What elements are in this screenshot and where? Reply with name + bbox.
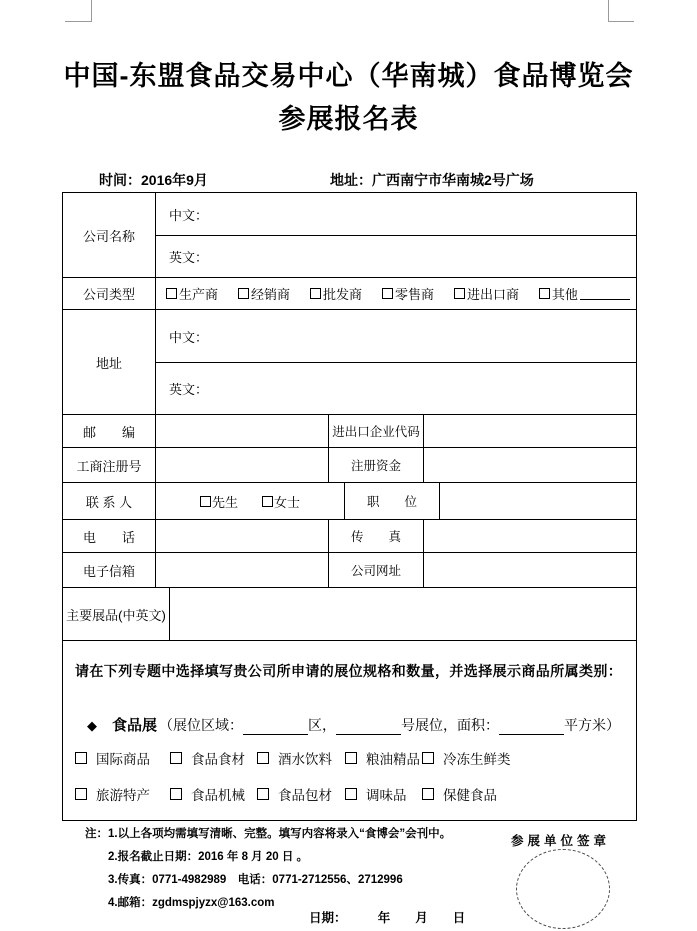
position-input-cell[interactable] bbox=[439, 483, 636, 519]
event-time: 时间：2016年9月 bbox=[99, 172, 208, 188]
checkbox-icon[interactable] bbox=[345, 752, 357, 764]
position-label: 职 位 bbox=[344, 483, 439, 519]
category-tourism-specialty[interactable] bbox=[75, 784, 170, 804]
checkbox-icon[interactable] bbox=[75, 752, 87, 764]
fax-label: 传 真 bbox=[328, 520, 423, 552]
company-type-options bbox=[155, 278, 636, 309]
booth-number-text: 号展位，面积： bbox=[401, 717, 500, 733]
category-label: 食品食材 bbox=[191, 752, 245, 767]
company-type-row bbox=[63, 277, 636, 309]
website-input-cell[interactable] bbox=[423, 553, 636, 587]
email-label: 电子信箱 bbox=[82, 563, 135, 579]
checkbox-icon[interactable] bbox=[238, 288, 249, 299]
option-label: 零售商 bbox=[394, 287, 434, 302]
footer-notes bbox=[85, 823, 485, 915]
booth-area-text: （展位区域： bbox=[159, 717, 244, 733]
category-health-food[interactable] bbox=[422, 784, 497, 804]
event-address: 地址：广西南宁市华南城2号广场 bbox=[330, 172, 534, 188]
company-name-en-label: 英文： bbox=[169, 250, 209, 265]
phone-row bbox=[63, 519, 636, 552]
address-cn-label: 中文： bbox=[169, 329, 209, 345]
category-row-2 bbox=[75, 784, 626, 804]
company-type-label: 公司类型 bbox=[82, 287, 135, 302]
form-title-line2: 参展报名表 bbox=[278, 104, 419, 134]
date-line: 日期： 年 月 日 bbox=[309, 911, 466, 925]
option-label: 进出口商 bbox=[466, 287, 519, 302]
company-name-cn-label: 中文： bbox=[169, 207, 209, 223]
food-expo-name: 食品展 bbox=[112, 717, 158, 734]
option-label: 先生 bbox=[211, 494, 238, 510]
postal-code-input-cell[interactable] bbox=[155, 415, 328, 447]
category-label: 粮油精品 bbox=[366, 752, 420, 767]
contact-person-label: 联 系 人 bbox=[85, 494, 133, 510]
checkbox-icon[interactable] bbox=[200, 496, 211, 507]
category-label: 冷冻生鲜类 bbox=[443, 752, 511, 767]
section-instruction: 请在下列专题中选择填写贵公司所申请的展位规格和数量，并选择展示商品所属类别： bbox=[75, 663, 623, 679]
business-reg-row bbox=[63, 447, 636, 482]
address-cn-input-cell[interactable] bbox=[156, 310, 636, 362]
registered-capital-label: 注册资金 bbox=[328, 448, 423, 482]
category-international-goods[interactable] bbox=[75, 748, 170, 768]
checkbox-icon[interactable] bbox=[170, 788, 182, 800]
note-text: 3.传真：0771-4982989 电话：0771-2712556、2712996 bbox=[108, 874, 403, 886]
category-label: 食品机械 bbox=[191, 788, 245, 803]
category-food-machinery[interactable] bbox=[170, 784, 257, 804]
seal-label: 参展单位签章 bbox=[511, 834, 611, 848]
checkbox-icon[interactable] bbox=[382, 288, 393, 299]
note-text: 2.报名截止日期：2016 年 8 月 20 日 。 bbox=[108, 851, 309, 863]
category-food-packaging[interactable] bbox=[257, 784, 345, 804]
note-text: 4.邮箱：zgdmspjyzx@163.com bbox=[108, 897, 275, 909]
booth-zone-text: 区， bbox=[308, 717, 337, 733]
note-prefix: 注： bbox=[85, 828, 108, 840]
category-frozen-fresh[interactable] bbox=[422, 748, 511, 768]
checkbox-icon[interactable] bbox=[422, 752, 434, 764]
company-type-option-manufacturer[interactable] bbox=[166, 284, 218, 303]
category-label: 保健食品 bbox=[443, 788, 497, 803]
company-name-en-input-cell[interactable] bbox=[156, 235, 636, 277]
note-line-2 bbox=[85, 846, 485, 869]
checkbox-icon[interactable] bbox=[166, 288, 177, 299]
main-exhibits-label: 主要展品(中英文) bbox=[66, 607, 166, 623]
booth-number-blank[interactable] bbox=[336, 722, 401, 735]
option-label: 女士 bbox=[274, 494, 301, 510]
registered-capital-input-cell[interactable] bbox=[423, 448, 636, 482]
category-label: 旅游特产 bbox=[96, 788, 150, 803]
option-label: 其他 bbox=[551, 287, 578, 302]
phone-input-cell[interactable] bbox=[155, 520, 328, 552]
postal-code-label: 邮 编 bbox=[82, 424, 135, 440]
address-row bbox=[63, 309, 636, 414]
checkbox-icon[interactable] bbox=[539, 288, 550, 299]
business-reg-no-label: 工商注册号 bbox=[76, 458, 142, 474]
option-label: 经销商 bbox=[250, 287, 290, 302]
crop-mark-top-right-icon bbox=[608, 0, 634, 22]
import-export-code-label: 进出口企业代码 bbox=[328, 415, 423, 447]
event-meta bbox=[0, 170, 697, 190]
checkbox-icon[interactable] bbox=[345, 788, 357, 800]
category-label: 食品包材 bbox=[278, 788, 332, 803]
address-label: 地址 bbox=[95, 355, 122, 371]
contact-gender-cell bbox=[155, 483, 344, 519]
checkbox-icon[interactable] bbox=[75, 788, 87, 800]
form-title bbox=[0, 55, 697, 141]
website-label: 公司网址 bbox=[328, 553, 423, 587]
contact-person-row bbox=[63, 482, 636, 519]
booth-zone-blank[interactable] bbox=[243, 722, 308, 735]
import-export-code-input-cell[interactable] bbox=[423, 415, 636, 447]
booth-size-text: 平方米） bbox=[564, 717, 621, 733]
company-name-cn-input-cell[interactable] bbox=[156, 193, 636, 235]
category-label: 调味品 bbox=[366, 788, 407, 803]
option-label: 生产商 bbox=[179, 287, 219, 302]
registration-table bbox=[62, 192, 637, 821]
checkbox-icon[interactable] bbox=[262, 496, 273, 507]
category-row-1 bbox=[75, 748, 626, 768]
company-name-label: 公司名称 bbox=[82, 228, 135, 244]
category-condiments[interactable] bbox=[345, 784, 422, 804]
crop-mark-top-left-icon bbox=[65, 0, 92, 22]
booth-size-blank[interactable] bbox=[499, 722, 564, 735]
category-label: 酒水饮料 bbox=[278, 752, 332, 767]
category-label: 国际商品 bbox=[96, 752, 150, 767]
gender-option-ms[interactable] bbox=[262, 492, 300, 511]
checkbox-icon[interactable] bbox=[257, 752, 269, 764]
postal-code-row bbox=[63, 414, 636, 447]
option-label: 批发商 bbox=[322, 287, 362, 302]
checkbox-icon[interactable] bbox=[422, 788, 434, 800]
checkbox-icon[interactable] bbox=[257, 788, 269, 800]
category-grain-oil[interactable] bbox=[345, 748, 422, 768]
category-food-ingredients[interactable] bbox=[170, 748, 257, 768]
company-type-option-dealer[interactable] bbox=[238, 284, 290, 303]
email-input-cell[interactable] bbox=[155, 553, 328, 587]
main-exhibits-row bbox=[63, 587, 636, 640]
food-expo-line bbox=[75, 714, 626, 735]
company-type-option-retailer[interactable] bbox=[382, 284, 434, 303]
company-type-option-importer-exporter[interactable] bbox=[454, 284, 519, 303]
note-text: 1.以上各项均需填写清晰、完整。填写内容将录入“食博会”会刊中。 bbox=[108, 828, 452, 840]
seal-circle bbox=[516, 849, 610, 929]
category-beverages[interactable] bbox=[257, 748, 345, 768]
other-type-blank[interactable] bbox=[580, 287, 630, 300]
fax-input-cell[interactable] bbox=[423, 520, 636, 552]
company-type-option-wholesaler[interactable] bbox=[310, 284, 362, 303]
phone-label: 电 话 bbox=[82, 529, 135, 545]
diamond-bullet-icon: ◆ bbox=[87, 718, 97, 733]
checkbox-icon[interactable] bbox=[310, 288, 321, 299]
checkbox-icon[interactable] bbox=[170, 752, 182, 764]
business-reg-no-input-cell[interactable] bbox=[155, 448, 328, 482]
address-en-label: 英文： bbox=[169, 382, 209, 397]
main-exhibits-input-cell[interactable] bbox=[169, 588, 636, 640]
gender-option-mr[interactable] bbox=[200, 492, 238, 511]
company-name-row bbox=[63, 193, 636, 277]
company-type-option-other[interactable] bbox=[539, 284, 630, 303]
note-line-3 bbox=[85, 869, 485, 892]
email-row bbox=[63, 552, 636, 587]
address-en-input-cell[interactable] bbox=[156, 362, 636, 414]
checkbox-icon[interactable] bbox=[454, 288, 465, 299]
note-line-1 bbox=[85, 823, 485, 846]
form-title-line1: 中国-东盟食品交易中心（华南城）食品博览会 bbox=[63, 61, 634, 91]
booth-selection-section bbox=[63, 640, 636, 820]
